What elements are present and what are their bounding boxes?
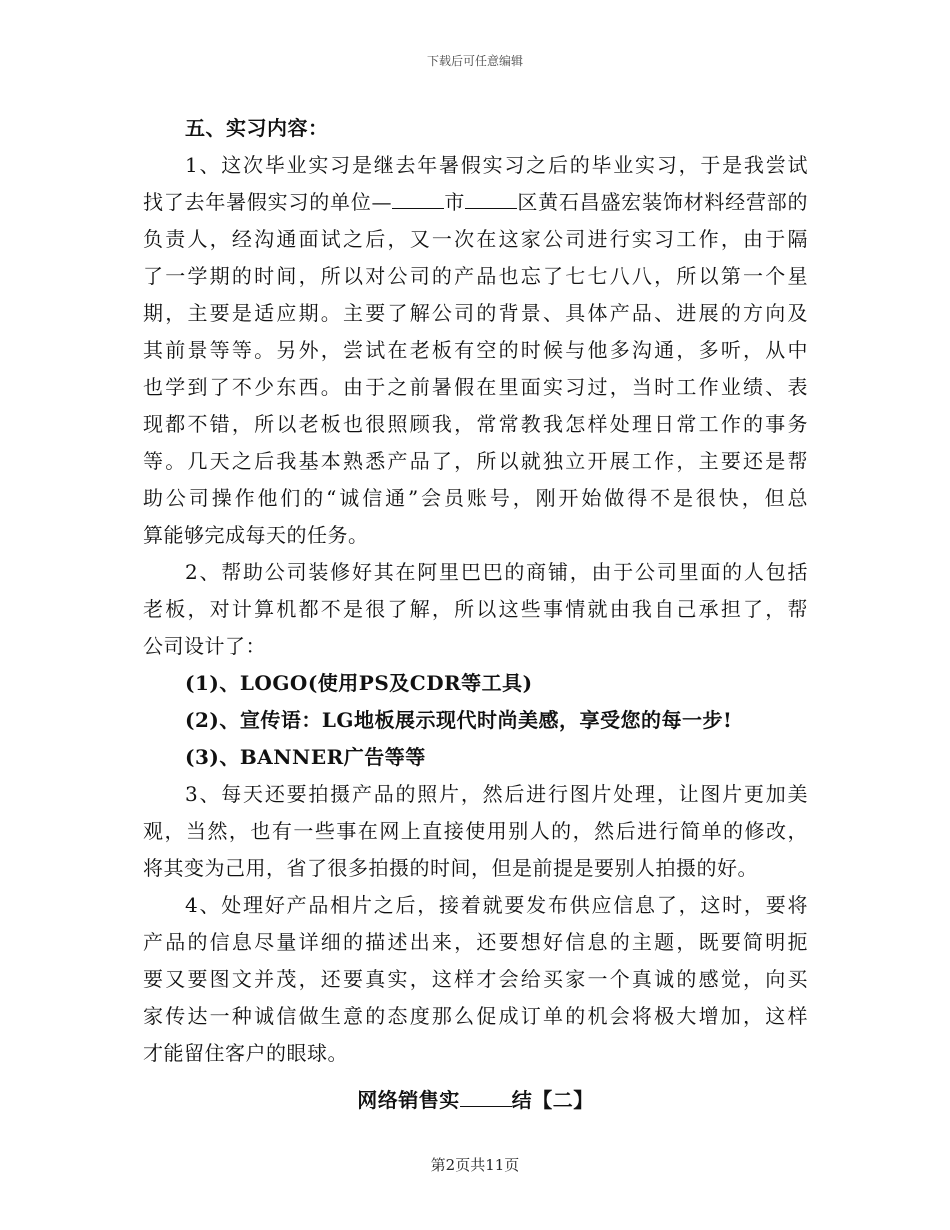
paragraph-2-line: 老板，对计算机都不是很了解，所以这些事情就由我自己承担了，帮 <box>143 597 808 621</box>
paragraph-1-line: 现都不错，所以老板也很照顾我，常常教我怎样处理日常工作的事务 <box>143 412 808 436</box>
paragraph-1-line: 1、这次毕业实习是继去年暑假实习之后的毕业实习，于是我尝试 <box>185 153 808 177</box>
paragraph-1-line: 负责人，经沟通面试之后，又一次在这家公司进行实习工作，由于隔 <box>143 227 808 251</box>
paragraph-1-line: 期，主要是适应期。主要了解公司的背景、具体产品、进展的方向及 <box>143 301 808 325</box>
title-fragment: 结【二】 <box>511 1088 594 1112</box>
paragraph-3-line: 观，当然，也有一些事在网上直接使用别人的，然后进行简单的修改， <box>143 819 808 843</box>
paragraph-3-line: 将其变为己用，省了很多拍摄的时间，但是前提是要别人拍摄的好。 <box>143 856 758 880</box>
document-body <box>143 110 808 1119</box>
title-fragment: 网络销售实 <box>357 1088 460 1112</box>
paragraph-4-line: 才能留住客户的眼球。 <box>143 1041 348 1065</box>
paragraph-1-line: 了一学期的时间，所以对公司的产品也忘了七七八八，所以第一个星 <box>143 264 808 288</box>
paragraph-4-line: 要又要图文并茂，还要真实，这样才会给买家一个真诚的感觉，向买 <box>143 967 808 991</box>
paragraph-1-line: 算能够完成每天的任务。 <box>143 523 369 547</box>
list-item: (1)、LOGO(使用PS及CDR等工具) <box>185 671 533 695</box>
paragraph-3-line: 3、每天还要拍摄产品的照片，然后进行图片处理，让图片更加美 <box>185 782 808 806</box>
next-section-title <box>143 1082 808 1119</box>
list-item: (3)、BANNER广告等等 <box>185 745 426 769</box>
paragraph-1-line: 助公司操作他们的“诚信通”会员账号，刚开始做得不是很快，但总 <box>143 486 808 510</box>
text-fragment: 区黄石昌盛宏装饰材料经营部的 <box>517 190 808 214</box>
paragraph-4-line: 产品的信息尽量详细的描述出来，还要想好信息的主题，既要简明扼 <box>143 930 808 954</box>
text-fragment: 找了去年暑假实习的单位— <box>143 190 393 214</box>
page-footer: 第2页共11页 <box>430 1156 520 1174</box>
paragraph-1-line: 也学到了不少东西。由于之前暑假在里面实习过，当时工作业绩、表 <box>143 375 808 399</box>
text-fragment: 市 <box>444 190 466 214</box>
paragraph-1-line: 其前景等等。另外，尝试在老板有空的时候与他多沟通，多听，从中 <box>143 338 808 362</box>
paragraph-2-line: 公司设计了： <box>143 634 266 658</box>
blank-underline <box>460 1088 512 1107</box>
page-header: 下载后可任意编辑 <box>426 54 523 68</box>
paragraph-1-line-with-blanks <box>143 184 808 221</box>
blank-underline <box>392 190 444 209</box>
paragraph-1-line: 等。几天之后我基本熟悉产品了，所以就独立开展工作，主要还是帮 <box>143 449 808 473</box>
paragraph-2-line: 2、帮助公司装修好其在阿里巴巴的商铺，由于公司里面的人包括 <box>185 560 808 584</box>
paragraph-4-line: 4、处理好产品相片之后，接着就要发布供应信息了，这时，要将 <box>185 893 808 917</box>
section-heading: 五、实习内容： <box>185 116 329 140</box>
list-item: (2)、宣传语：LG地板展示现代时尚美感，享受您的每一步! <box>185 708 733 732</box>
blank-underline <box>465 190 517 209</box>
paragraph-4-line: 家传达一种诚信做生意的态度那么促成订单的机会将极大增加，这样 <box>143 1004 808 1028</box>
